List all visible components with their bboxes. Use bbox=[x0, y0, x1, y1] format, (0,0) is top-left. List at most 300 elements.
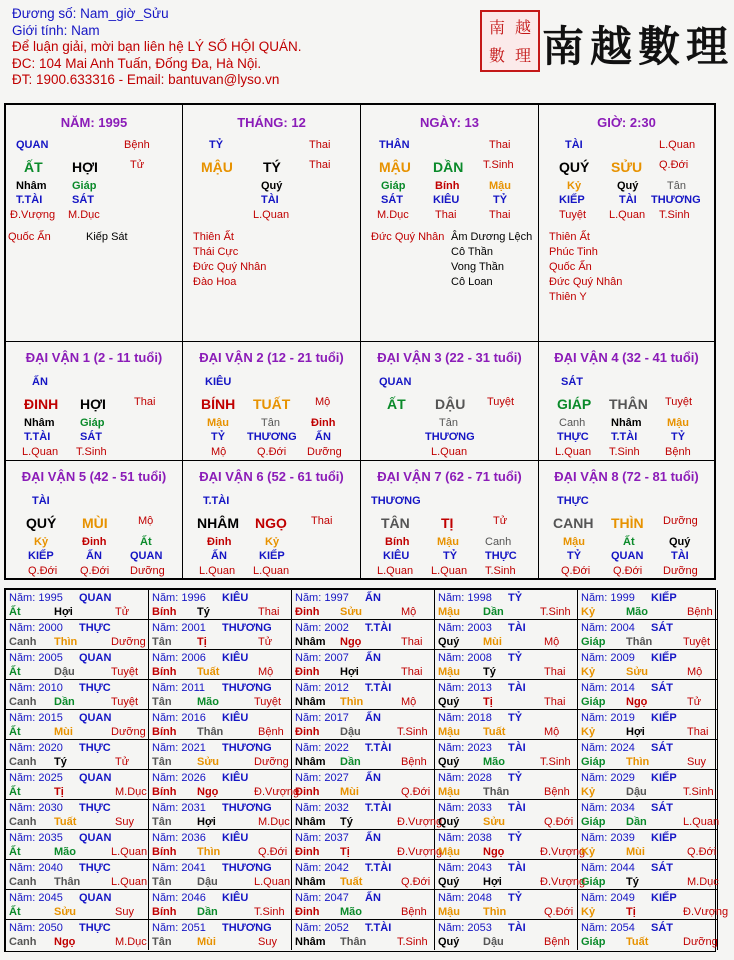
year-chi: Thân bbox=[54, 876, 81, 888]
dai-van-cell bbox=[539, 342, 714, 461]
year-cell bbox=[435, 770, 578, 800]
cell-text: DẬU bbox=[435, 396, 466, 412]
year-thap-than: KIÊU bbox=[222, 652, 249, 664]
year-truong-sinh: Q.Đới bbox=[258, 846, 288, 858]
cell-text: T.Sinh bbox=[483, 159, 514, 171]
year-thap-than: THỰC bbox=[79, 802, 111, 814]
year-can: Canh bbox=[9, 696, 37, 708]
year-cell bbox=[292, 920, 435, 950]
cell-text: THƯƠNG bbox=[651, 194, 701, 206]
cell-text: Kỷ bbox=[265, 536, 280, 548]
cell-text: Kỷ bbox=[34, 536, 49, 548]
cell-text: Tân bbox=[261, 417, 280, 429]
cell-text: TỊ bbox=[441, 515, 454, 531]
year-can: Kỷ bbox=[581, 606, 596, 618]
star-text: Thiên Ất bbox=[193, 231, 234, 243]
star-text: Đức Quý Nhân bbox=[371, 231, 445, 243]
year-cell bbox=[6, 740, 149, 770]
year-thap-than: KIÊU bbox=[222, 592, 249, 604]
year-thap-than: KIÊU bbox=[222, 712, 249, 724]
year-truong-sinh: Bệnh bbox=[258, 726, 284, 738]
year-chi: Tý bbox=[483, 666, 496, 678]
year-cell bbox=[578, 770, 718, 800]
year-cell bbox=[578, 590, 718, 620]
year-truong-sinh: Suy bbox=[687, 756, 706, 768]
cell-text: KIẾP bbox=[259, 550, 285, 562]
year-label: Năm: 2040 bbox=[9, 862, 63, 874]
year-can: Mậu bbox=[438, 786, 460, 798]
year-thap-than: SÁT bbox=[651, 862, 673, 874]
year-cell bbox=[149, 920, 292, 950]
year-thap-than: T.TÀI bbox=[365, 682, 392, 694]
cell-text: Mậu bbox=[489, 180, 511, 192]
year-can: Ất bbox=[9, 666, 21, 678]
year-chi: Dậu bbox=[340, 726, 361, 738]
year-label: Năm: 2000 bbox=[9, 622, 63, 634]
year-label: Năm: 2046 bbox=[152, 892, 206, 904]
cell-text: TỶ bbox=[211, 431, 226, 443]
year-cell bbox=[6, 590, 149, 620]
star-text: Thiên Ất bbox=[549, 231, 590, 243]
year-truong-sinh: Thai bbox=[258, 606, 280, 618]
year-thap-than: TÀI bbox=[508, 802, 526, 814]
year-truong-sinh: Đ.Vượng bbox=[254, 786, 300, 798]
year-chi: Tị bbox=[340, 846, 350, 858]
year-thap-than: TÀI bbox=[508, 922, 526, 934]
cell-text: THỰC bbox=[557, 495, 589, 507]
cell-text: THƯƠNG bbox=[371, 495, 421, 507]
year-truong-sinh: Dưỡng bbox=[254, 756, 289, 768]
year-thap-than: QUAN bbox=[79, 652, 112, 664]
year-thap-than: THỰC bbox=[79, 862, 111, 874]
year-label: Năm: 2004 bbox=[581, 622, 635, 634]
year-thap-than: QUAN bbox=[79, 892, 112, 904]
year-chi: Thìn bbox=[54, 636, 78, 648]
year-thap-than: THƯƠNG bbox=[222, 862, 272, 874]
cell-text: T.TÀI bbox=[24, 431, 51, 443]
year-can: Giáp bbox=[581, 636, 606, 648]
year-chi: Tị bbox=[197, 636, 207, 648]
year-can: Mậu bbox=[438, 666, 460, 678]
year-truong-sinh: M.Dục bbox=[687, 876, 719, 888]
year-truong-sinh: Đ.Vượng bbox=[540, 846, 586, 858]
year-label: Năm: 2028 bbox=[438, 772, 492, 784]
year-chi: Dậu bbox=[626, 786, 647, 798]
cell-text: SÁT bbox=[561, 376, 583, 388]
year-can: Kỷ bbox=[581, 726, 596, 738]
year-truong-sinh: Đ.Vượng bbox=[397, 846, 443, 858]
year-can: Đinh bbox=[295, 666, 320, 678]
year-truong-sinh: Tử bbox=[115, 606, 130, 618]
year-cell bbox=[435, 710, 578, 740]
cell-text: TÀI bbox=[261, 194, 279, 206]
year-can: Ất bbox=[9, 846, 21, 858]
year-cell bbox=[6, 620, 149, 650]
pillar-cell bbox=[539, 105, 714, 342]
year-label: Năm: 2052 bbox=[295, 922, 349, 934]
year-thap-than: TỶ bbox=[508, 712, 523, 724]
cell-text: T.TÀI bbox=[611, 431, 638, 443]
year-label: Năm: 2033 bbox=[438, 802, 492, 814]
year-thap-than: TỶ bbox=[508, 652, 523, 664]
year-cell bbox=[149, 650, 292, 680]
seal-char: 南 bbox=[488, 18, 505, 37]
year-label: Năm: 2026 bbox=[152, 772, 206, 784]
year-truong-sinh: M.Dục bbox=[258, 816, 290, 828]
year-label: Năm: 2002 bbox=[295, 622, 349, 634]
year-chi: Hợi bbox=[54, 606, 73, 618]
cell-text: L.Quan bbox=[253, 565, 290, 577]
year-truong-sinh: Thai bbox=[544, 696, 566, 708]
year-cell bbox=[292, 680, 435, 710]
year-label: Năm: 2042 bbox=[295, 862, 349, 874]
year-thap-than: QUAN bbox=[79, 832, 112, 844]
year-cell bbox=[578, 710, 718, 740]
star-text: Cô Loan bbox=[451, 276, 493, 288]
year-chi: Dần bbox=[483, 606, 504, 618]
year-chi: Dần bbox=[626, 816, 647, 828]
year-thap-than: TÀI bbox=[508, 622, 526, 634]
year-thap-than: T.TÀI bbox=[365, 802, 392, 814]
cell-text: HỢI bbox=[80, 396, 106, 412]
year-label: Năm: 2045 bbox=[9, 892, 63, 904]
cell-text: Q.Đới bbox=[659, 159, 689, 171]
year-can: Kỷ bbox=[581, 906, 596, 918]
dai-van-title: ĐẠI VẬN 4 (32 - 41 tuổi) bbox=[554, 350, 699, 365]
year-thap-than: THƯƠNG bbox=[222, 922, 272, 934]
year-thap-than: ẤN bbox=[365, 712, 381, 724]
cell-text: Tuyệt bbox=[559, 209, 587, 221]
year-truong-sinh: Suy bbox=[115, 816, 134, 828]
year-chi: Mùi bbox=[340, 786, 359, 798]
star-text: Quốc Ấn bbox=[8, 231, 51, 243]
year-chi: Sửu bbox=[626, 666, 649, 678]
year-chi: Tị bbox=[483, 696, 493, 708]
dai-van-cell bbox=[183, 342, 361, 461]
year-truong-sinh: Mộ bbox=[544, 636, 560, 648]
year-cell bbox=[435, 890, 578, 920]
cell-text: QUAN bbox=[379, 376, 412, 388]
year-truong-sinh: T.Sinh bbox=[540, 606, 571, 618]
cell-text: Ất bbox=[623, 536, 635, 548]
year-truong-sinh: Dưỡng bbox=[683, 936, 718, 948]
star-text: Âm Dương Lệch bbox=[451, 231, 533, 243]
cell-text: TÀI bbox=[619, 194, 637, 206]
cell-text: L.Quan bbox=[253, 209, 290, 221]
year-cell bbox=[292, 590, 435, 620]
cell-text: QUÝ bbox=[559, 159, 590, 175]
year-cell bbox=[578, 800, 718, 830]
pillar-cell bbox=[361, 105, 539, 342]
year-truong-sinh: T.Sinh bbox=[683, 786, 714, 798]
star-text: Kiếp Sát bbox=[86, 231, 128, 243]
cell-text: GIÁP bbox=[557, 396, 592, 412]
year-thap-than: TÀI bbox=[508, 682, 526, 694]
cell-text: ĐINH bbox=[24, 396, 59, 412]
cell-text: Quý bbox=[261, 180, 283, 192]
cell-text: Bệnh bbox=[665, 446, 691, 458]
cell-text: T.TÀI bbox=[16, 194, 43, 206]
year-chi: Thân bbox=[626, 636, 653, 648]
year-chi: Dần bbox=[197, 906, 218, 918]
cell-text: Q.Đới bbox=[257, 446, 287, 458]
cell-text: THÂN bbox=[609, 396, 648, 412]
header-info bbox=[12, 6, 472, 89]
year-chi: Dần bbox=[54, 696, 75, 708]
dai-van-cell bbox=[6, 342, 183, 461]
year-can: Mậu bbox=[438, 726, 460, 738]
year-truong-sinh: Mộ bbox=[687, 666, 703, 678]
year-label: Năm: 2014 bbox=[581, 682, 635, 694]
year-thap-than: KIẾP bbox=[651, 772, 677, 784]
year-cell bbox=[6, 920, 149, 950]
cell-text: Kỷ bbox=[567, 180, 582, 192]
year-thap-than: SÁT bbox=[651, 802, 673, 814]
year-thap-than: QUAN bbox=[79, 772, 112, 784]
cell-text: Đinh bbox=[311, 417, 336, 429]
year-thap-than: SÁT bbox=[651, 622, 673, 634]
pillar-title: GIỜ: 2:30 bbox=[597, 115, 656, 130]
year-truong-sinh: Mộ bbox=[401, 696, 417, 708]
cell-text: Đ.Vượng bbox=[10, 209, 56, 221]
cell-text: L.Quan bbox=[659, 139, 696, 151]
cell-text: Thai bbox=[309, 159, 331, 171]
year-cell bbox=[292, 830, 443, 860]
cell-text: L.Quan bbox=[199, 565, 236, 577]
year-cell bbox=[435, 830, 586, 860]
year-thap-than: ẤN bbox=[365, 832, 381, 844]
year-chi: Tuất bbox=[340, 876, 363, 888]
year-can: Giáp bbox=[581, 816, 606, 828]
year-cell bbox=[149, 710, 292, 740]
cell-text: T.Sinh bbox=[659, 209, 690, 221]
year-label: Năm: 2038 bbox=[438, 832, 492, 844]
cell-text: Bính bbox=[435, 180, 460, 192]
year-chi: Mùi bbox=[626, 846, 645, 858]
cell-text: ẤN bbox=[86, 550, 102, 562]
year-chi: Tý bbox=[197, 606, 210, 618]
dai-van-title: ĐẠI VẬN 5 (42 - 51 tuổi) bbox=[21, 469, 167, 484]
year-can: Tân bbox=[152, 816, 172, 828]
contact-invite-line: Để luận giải, mời bạn liên hệ LÝ SỐ HỘI QUÁN. bbox=[12, 39, 302, 54]
cell-text: Mậu bbox=[667, 417, 689, 429]
year-label: Năm: 2043 bbox=[438, 862, 492, 874]
year-label: Năm: 2021 bbox=[152, 742, 206, 754]
pillar-title: NĂM: 1995 bbox=[60, 115, 128, 130]
cell-text: Đinh bbox=[82, 536, 107, 548]
brand-logo bbox=[480, 8, 734, 76]
cell-text: Quý bbox=[669, 536, 691, 548]
cell-text: L.Quan bbox=[22, 446, 59, 458]
year-label: Năm: 2019 bbox=[581, 712, 635, 724]
year-label: Năm: 2018 bbox=[438, 712, 492, 724]
cell-text: QUAN bbox=[130, 550, 163, 562]
pillar-title: NGÀY: 13 bbox=[420, 115, 479, 130]
seal-char: 理 bbox=[514, 46, 531, 65]
year-can: Nhâm bbox=[295, 636, 326, 648]
year-can: Canh bbox=[9, 816, 37, 828]
year-cell bbox=[435, 680, 578, 710]
year-cell bbox=[435, 650, 578, 680]
seal-char: 越 bbox=[514, 18, 531, 37]
year-thap-than: KIÊU bbox=[222, 892, 249, 904]
year-can: Ất bbox=[9, 606, 21, 618]
year-can: Tân bbox=[152, 756, 172, 768]
year-cell bbox=[578, 920, 718, 950]
dai-van-title: ĐẠI VẬN 3 (22 - 31 tuổi) bbox=[377, 350, 522, 365]
year-can: Quý bbox=[438, 936, 460, 948]
year-thap-than: THỰC bbox=[79, 742, 111, 754]
pillar-cell bbox=[6, 105, 183, 342]
year-chi: Ngọ bbox=[54, 936, 76, 948]
cell-text: Dưỡng bbox=[663, 565, 698, 577]
year-can: Quý bbox=[438, 816, 460, 828]
year-thap-than: QUAN bbox=[79, 592, 112, 604]
star-text: Đào Hoa bbox=[193, 276, 237, 288]
cell-text: QUAN bbox=[611, 550, 644, 562]
year-truong-sinh: Tuyệt bbox=[111, 696, 139, 708]
year-cell bbox=[6, 890, 149, 920]
year-chi: Mão bbox=[340, 906, 362, 918]
cell-text: Đinh bbox=[207, 536, 232, 548]
cell-text: L.Quan bbox=[431, 565, 468, 577]
cell-text: KIẾP bbox=[28, 550, 54, 562]
year-truong-sinh: Tử bbox=[687, 696, 702, 708]
cell-text: KIẾP bbox=[559, 194, 585, 206]
year-chi: Hợi bbox=[340, 666, 359, 678]
cell-text: QUÝ bbox=[26, 515, 57, 531]
dai-van-title: ĐẠI VẬN 2 (12 - 21 tuổi) bbox=[199, 350, 344, 365]
year-thap-than: KIẾP bbox=[651, 832, 677, 844]
year-truong-sinh: T.Sinh bbox=[540, 756, 571, 768]
year-can: Tân bbox=[152, 636, 172, 648]
year-chi: Mão bbox=[197, 696, 219, 708]
year-label: Năm: 2027 bbox=[295, 772, 349, 784]
cell-text: THỰC bbox=[485, 550, 517, 562]
year-can: Ất bbox=[9, 726, 21, 738]
cell-text: Mộ bbox=[138, 515, 154, 527]
year-thap-than: ẤN bbox=[365, 772, 381, 784]
year-chi: Ngọ bbox=[626, 696, 648, 708]
cell-text: Dưỡng bbox=[663, 515, 698, 527]
cell-text: Nhâm bbox=[24, 417, 55, 429]
seal-char: 數 bbox=[488, 46, 505, 65]
year-chi: Sửu bbox=[54, 906, 77, 918]
year-can: Bính bbox=[152, 786, 177, 798]
year-label: Năm: 2020 bbox=[9, 742, 63, 754]
year-chi: Thân bbox=[483, 786, 510, 798]
year-cell bbox=[149, 740, 292, 770]
year-chi: Tuất bbox=[197, 666, 220, 678]
year-label: Năm: 2034 bbox=[581, 802, 635, 814]
cell-text: L.Quan bbox=[609, 209, 646, 221]
year-thap-than: T.TÀI bbox=[365, 622, 392, 634]
year-chi: Tý bbox=[340, 816, 353, 828]
star-text: Cô Thần bbox=[451, 246, 493, 258]
cell-text: MẬU bbox=[201, 159, 233, 175]
cell-text: Giáp bbox=[381, 180, 406, 192]
year-cell bbox=[292, 620, 435, 650]
year-can: Giáp bbox=[581, 696, 606, 708]
year-can: Canh bbox=[9, 936, 37, 948]
cell-text: THÂN bbox=[379, 139, 410, 151]
cell-text: SÁT bbox=[80, 431, 102, 443]
year-truong-sinh: L.Quan bbox=[254, 876, 291, 888]
year-chi: Mùi bbox=[197, 936, 216, 948]
cell-text: ẤN bbox=[32, 376, 48, 388]
year-cell bbox=[6, 770, 149, 800]
year-cell bbox=[292, 890, 435, 920]
year-label: Năm: 2011 bbox=[152, 682, 205, 694]
year-truong-sinh: L.Quan bbox=[683, 816, 720, 828]
year-label: Năm: 2022 bbox=[295, 742, 349, 754]
year-can: Bính bbox=[152, 726, 177, 738]
year-thap-than: ẤN bbox=[365, 652, 381, 664]
year-can: Canh bbox=[9, 876, 37, 888]
year-truong-sinh: Tử bbox=[258, 636, 273, 648]
year-can: Bính bbox=[152, 666, 177, 678]
cell-text: Thai bbox=[311, 515, 333, 527]
year-thap-than: TỶ bbox=[508, 832, 523, 844]
cell-text: DẦN bbox=[433, 159, 464, 175]
year-chi: Ngọ bbox=[483, 846, 505, 858]
year-label: Năm: 1998 bbox=[438, 592, 492, 604]
year-thap-than: THỰC bbox=[79, 922, 111, 934]
year-truong-sinh: Thai bbox=[544, 666, 566, 678]
year-chi: Tý bbox=[54, 756, 67, 768]
year-truong-sinh: Đ.Vượng bbox=[683, 906, 729, 918]
star-text: Đức Quý Nhân bbox=[193, 261, 267, 273]
year-chi: Dậu bbox=[197, 876, 218, 888]
cell-text: T.Sinh bbox=[609, 446, 640, 458]
dai-van-title: ĐẠI VẬN 7 (62 - 71 tuổi) bbox=[377, 469, 522, 484]
year-label: Năm: 2037 bbox=[295, 832, 349, 844]
star-text: Phúc Tinh bbox=[549, 246, 598, 258]
year-thap-than: THƯƠNG bbox=[222, 802, 272, 814]
year-label: Năm: 2051 bbox=[152, 922, 206, 934]
red-seal bbox=[480, 10, 540, 72]
phone-email-line: ĐT: 1900.633316 - Email: bantuvan@lyso.vn bbox=[12, 72, 280, 87]
year-can: Mậu bbox=[438, 846, 460, 858]
year-label: Năm: 2054 bbox=[581, 922, 635, 934]
year-chi: Thìn bbox=[340, 696, 364, 708]
year-cell bbox=[578, 650, 718, 680]
year-cell bbox=[149, 890, 292, 920]
year-label: Năm: 1999 bbox=[581, 592, 635, 604]
cell-text: Tuyệt bbox=[665, 396, 693, 408]
cell-text: QUAN bbox=[16, 139, 49, 151]
cell-text: M.Dục bbox=[377, 209, 409, 221]
year-thap-than: TÀI bbox=[508, 862, 526, 874]
year-thap-than: THỰC bbox=[79, 682, 111, 694]
year-thap-than: THỰC bbox=[79, 622, 111, 634]
cell-text: TÀI bbox=[32, 495, 50, 507]
year-cell bbox=[435, 920, 578, 950]
year-label: Năm: 2036 bbox=[152, 832, 206, 844]
dai-van-cell bbox=[6, 461, 183, 580]
cell-text: BÍNH bbox=[201, 396, 236, 412]
year-truong-sinh: Q.Đới bbox=[687, 846, 717, 858]
cell-text: Tử bbox=[493, 515, 508, 527]
year-thap-than: ẤN bbox=[365, 592, 381, 604]
year-cell bbox=[6, 800, 149, 830]
year-thap-than: TỶ bbox=[508, 592, 523, 604]
year-cell bbox=[6, 680, 149, 710]
cell-text: NGỌ bbox=[255, 515, 287, 531]
year-can: Canh bbox=[9, 756, 37, 768]
cell-text: Q.Đới bbox=[28, 565, 58, 577]
year-chi: Mùi bbox=[483, 636, 502, 648]
